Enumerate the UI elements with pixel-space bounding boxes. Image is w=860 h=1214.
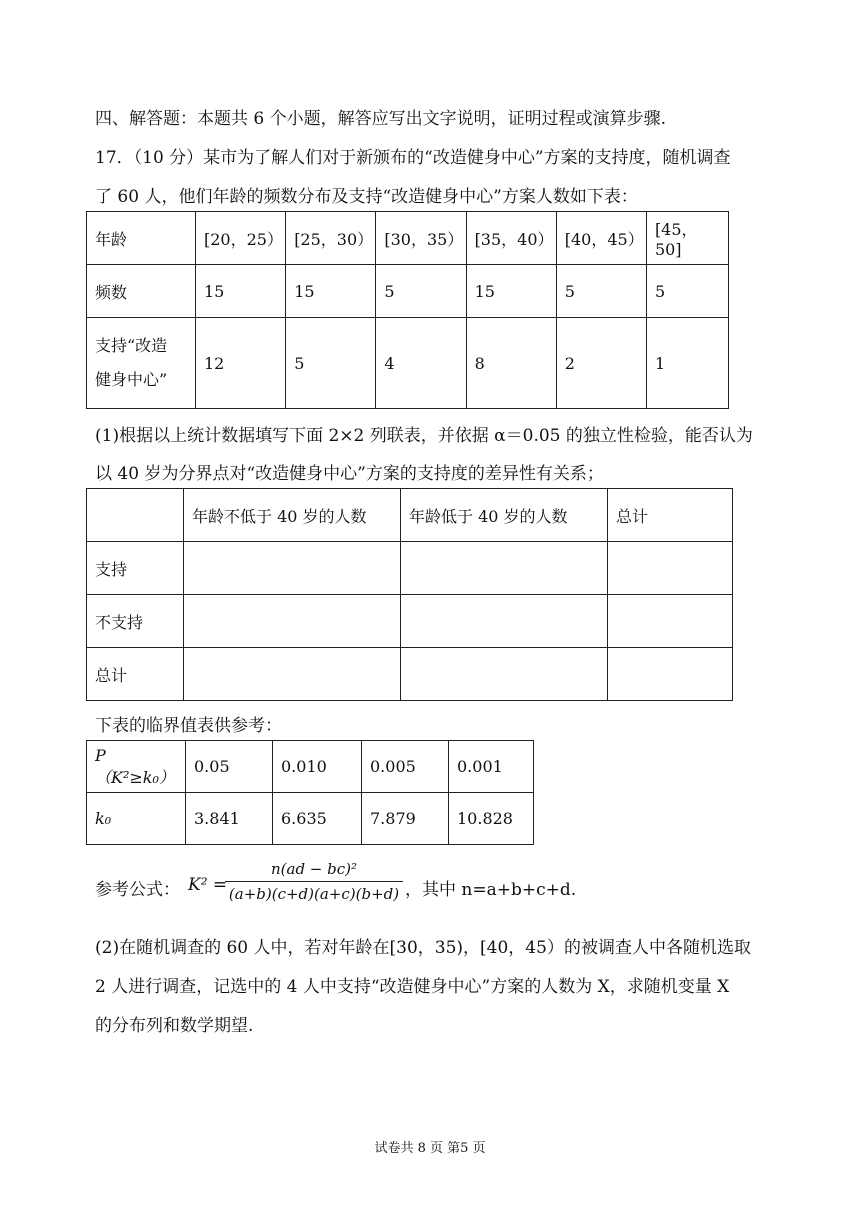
table-row [87,318,729,409]
table-cell [401,542,608,595]
table-cell: 6.635 [273,793,362,845]
table-row [87,489,733,542]
table-cell: 总计 [87,648,184,701]
part-2-line-3: 的分布列和数学期望. [95,1016,254,1036]
table-cell [401,648,608,701]
formula-label: 参考公式： [95,880,180,900]
table-row [87,542,733,595]
table-cell: 支持 [87,542,184,595]
table-cell: 1 [646,318,728,409]
table-cell: 年龄不低于 40 岁的人数 [184,489,401,542]
table-cell: 0.05 [186,741,273,793]
table-cell: 不支持 [87,595,184,648]
table-cell: 0.001 [449,741,534,793]
critical-value-table [86,740,534,845]
table-row [87,212,729,265]
question-17-intro-line-2: 了 60 人，他们年龄的频数分布及支持“改造健身中心”方案人数如下表： [95,187,638,207]
section-heading: 四、解答题：本题共 6 个小题，解答应写出文字说明，证明过程或演算步骤. [95,109,667,129]
critical-value-intro: 下表的临界值表供参考： [95,716,282,736]
table-cell: 5 [556,265,646,318]
page-footer: 试卷共 8 页 第5 页 [374,1141,486,1156]
table-row [87,265,729,318]
table-cell: 总计 [608,489,733,542]
table-row [87,595,733,648]
table-cell [608,542,733,595]
part-2-line-2: 2 人进行调查，记选中的 4 人中支持“改造健身中心”方案的人数为 X，求随机变量 X [95,977,730,997]
table-cell: 15 [466,265,556,318]
table-cell: 10.828 [449,793,534,845]
contingency-table [86,488,733,701]
table-cell: 4 [376,318,466,409]
table-cell [401,595,608,648]
table-cell: 0.010 [273,741,362,793]
formula-numerator: n(ad − bc)² [225,860,403,882]
table-cell: 5 [646,265,728,318]
table-cell: 8 [466,318,556,409]
table-cell: [25，30） [286,212,376,265]
table-cell: 15 [196,265,286,318]
table-cell: k₀ [87,793,186,845]
table-cell: 年龄 [87,212,196,265]
table-cell: [20，25） [196,212,286,265]
question-17-intro-line-1: 17．（10 分）某市为了解人们对于新颁布的“改造健身中心”方案的支持度，随机调查 [95,148,731,168]
table-cell: 2 [556,318,646,409]
table-row [87,648,733,701]
age-frequency-table [86,211,729,409]
table-row [87,741,534,793]
formula-lhs: K² = [188,875,228,895]
part-1-line-2: 以 40 岁为分界点对“改造健身中心”方案的支持度的差异性有关系； [95,464,604,484]
table-cell [608,595,733,648]
table-row [87,793,534,845]
table-cell: 年龄低于 40 岁的人数 [401,489,608,542]
formula-fraction [225,860,403,903]
table-cell [87,489,184,542]
table-cell: 12 [196,318,286,409]
part-1-line-1: (1)根据以上统计数据填写下面 2×2 列联表，并依据 α＝0.05 的独立性检验，能否认为 [95,426,753,446]
table-cell [184,595,401,648]
table-cell: 支持“改造 健身中心” [87,318,196,409]
formula-tail: ，其中 n=a+b+c+d. [405,880,577,900]
table-cell: [45，50] [646,212,728,265]
table-cell [184,542,401,595]
table-cell [608,648,733,701]
table-cell: [30，35） [376,212,466,265]
table-cell: [40，45） [556,212,646,265]
table-cell: 0.005 [362,741,449,793]
part-2-line-1: (2)在随机调查的 60 人中，若对年龄在[30，35)，[40，45）的被调查人中各随机选取 [95,938,751,958]
table-cell: P（K²≥k₀） [87,741,186,793]
table-cell: [35，40） [466,212,556,265]
table-cell: 5 [376,265,466,318]
table-cell: 15 [286,265,376,318]
formula-denominator: (a+b)(c+d)(a+c)(b+d) [228,885,400,903]
table-cell [184,648,401,701]
table-cell: 5 [286,318,376,409]
table-cell: 频数 [87,265,196,318]
table-cell: 7.879 [362,793,449,845]
table-cell: 3.841 [186,793,273,845]
